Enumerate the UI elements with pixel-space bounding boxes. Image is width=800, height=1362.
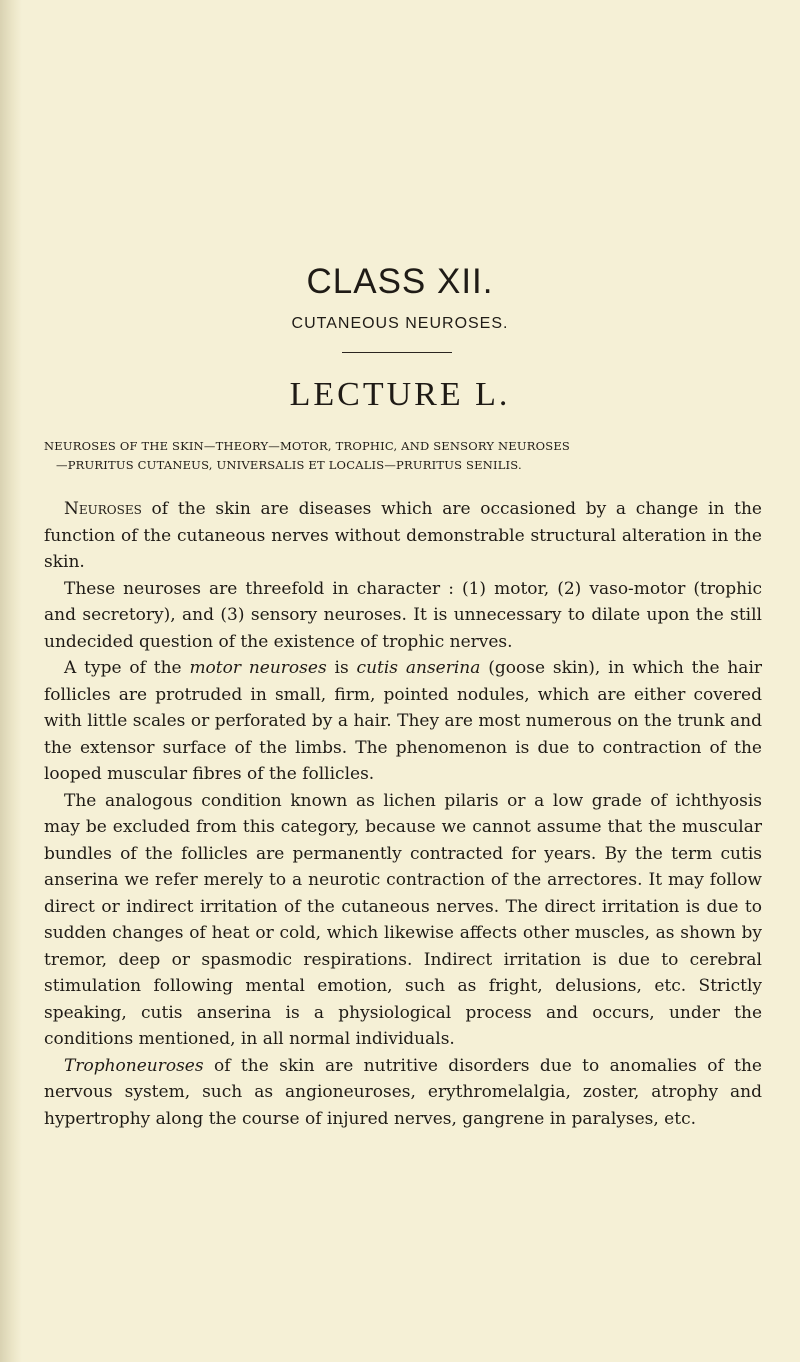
paragraph-2: These neuroses are threefold in character : (1) motor, (2) vaso-motor (trophic and secretory), and (3) sensory neuroses. It is unnecessary to dilate upon the still undecided question of the existence of trophic nerves.	[44, 578, 762, 652]
class-title: CLASS XII.	[306, 262, 494, 301]
paragraph-lead-word: Neuroses	[64, 499, 142, 519]
lecture-title: LECTURE L.	[289, 376, 511, 413]
paragraph-1	[44, 496, 762, 576]
paragraph-3-post: (goose skin), in which the hair follicles are protruded in small, firm, pointed nodules, which are either covered with little scales or perforated by a hair. They are most numerous on the trunk and the extensor surface of the limbs. The phenomenon is due to contraction of the looped muscular fibres of the follicles.	[44, 658, 763, 784]
body-text	[44, 496, 762, 1132]
lecture-summary	[44, 437, 764, 475]
paragraph-3-mid: is	[326, 658, 357, 678]
paragraph-5-text: of the skin are nutritive disorders due to anomalies of the nervous system, such as angioneuroses, erythromelalgia, zoster, atrophy and hypertrophy along the course of injured nerves, gangrene in paralyses, etc.	[44, 1055, 762, 1129]
summary-line-2: —PRURITUS CUTANEUS, UNIVERSALIS ET LOCALIS—PRURITUS SENILIS.	[56, 458, 522, 472]
class-subtitle: CUTANEOUS NEUROSES.	[291, 315, 509, 332]
term-trophoneuroses: Trophoneuroses	[64, 1055, 204, 1076]
page-binding-shadow	[0, 0, 22, 1362]
term-motor-neuroses: motor neuroses	[189, 658, 327, 678]
section-divider	[342, 352, 452, 353]
summary-line-1: NEUROSES OF THE SKIN—THEORY—MOTOR, TROPHIC, AND SENSORY NEUROSES	[44, 439, 571, 453]
paragraph-4: The analogous condition known as lichen pilaris or a low grade of ichthyosis may be excluded from this category, because we cannot assume that the muscular bundles of the follicles are permanently contracted for years. By the term cutis anserina we refer merely to a neurotic contraction of the arrectores. It may follow direct or indirect irritation of the cutaneous nerves. The direct irritation is due to sudden changes of heat or cold, which likewise affects other muscles, as shown by tremor, deep or spasmodic respirations. Indirect irritation is due to cerebral stimulation following mental emotion, such as fright, delusions, etc. Strictly speaking, cutis anserina is a physiological process and occurs, under the conditions mentioned, in all normal individuals.	[44, 790, 762, 1049]
paragraph-3	[44, 655, 762, 788]
paragraph-3-pre: A type of the	[64, 658, 190, 678]
paragraph-5	[44, 1053, 762, 1133]
term-cutis-anserina: cutis anserina	[356, 658, 481, 678]
paragraph-1-text: of the skin are diseases which are occasioned by a change in the function of the cutaneous nerves without demonstrable structural alteration in the skin.	[44, 499, 762, 572]
